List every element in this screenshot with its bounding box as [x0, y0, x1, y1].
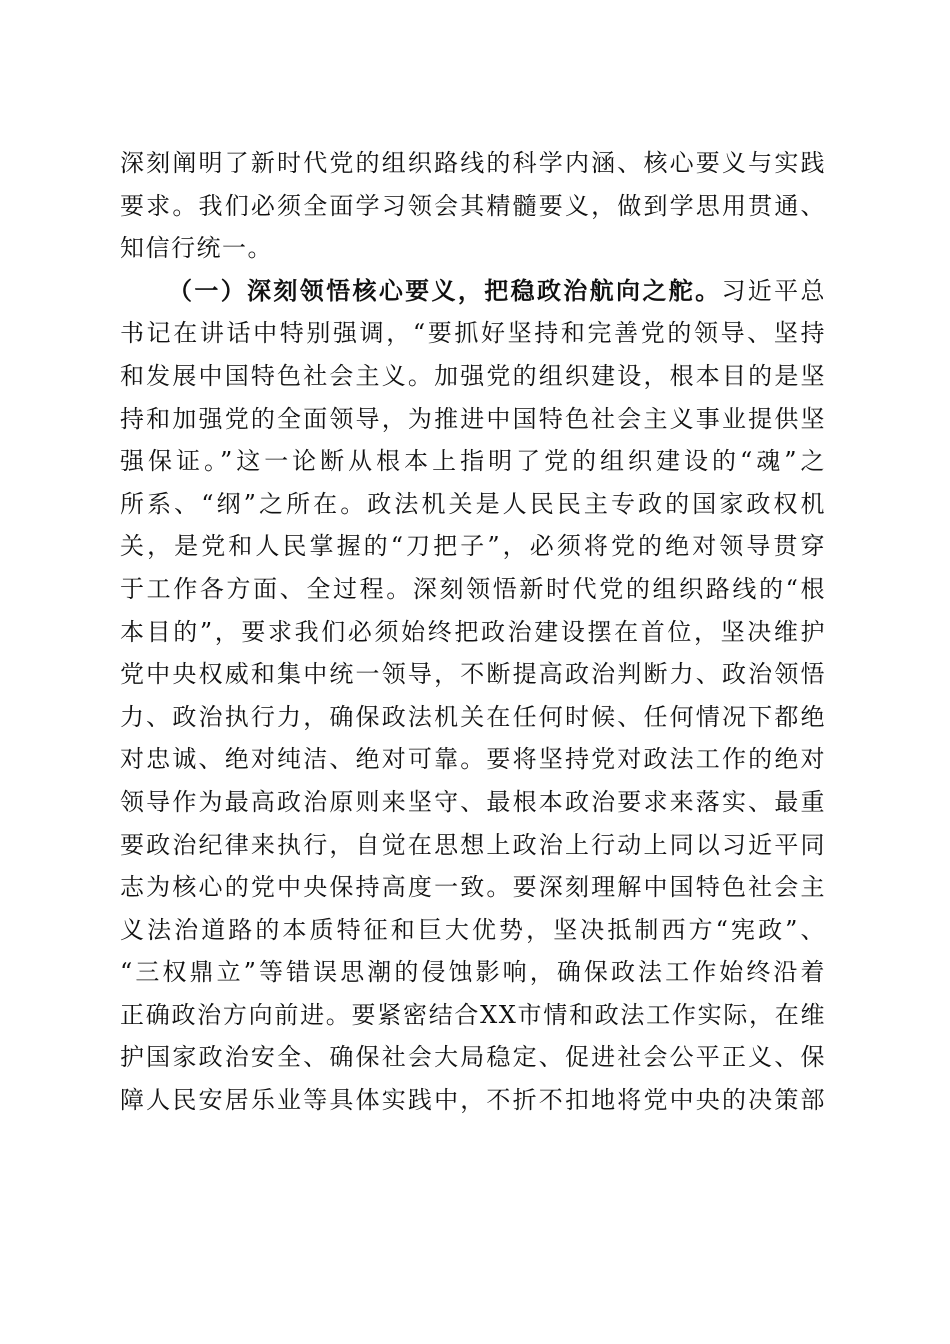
text-line: 书记在讲话中特别强调，“要抓好坚持和完善党的领导、坚持: [120, 319, 826, 348]
text-line: 要政治纪律来执行，自觉在思想上政治上行动上同以习近平同: [120, 830, 826, 859]
text-line: “三权鼎立”等错误思潮的侵蚀影响，确保政法工作始终沿着: [120, 958, 826, 987]
text-line: 义法治道路的本质特征和巨大优势，坚决抵制西方“宪政”、: [120, 915, 826, 944]
text-line: 党中央权威和集中统一领导，不断提高政治判断力、政治领悟: [120, 660, 826, 689]
text-line: 和发展中国特色社会主义。加强党的组织建设，根本目的是坚: [120, 361, 826, 390]
text-line: 护国家政治安全、确保社会大局稳定、促进社会公平正义、保: [120, 1043, 826, 1072]
text-line: 对忠诚、绝对纯洁、绝对可靠。要将坚持党对政法工作的绝对: [120, 745, 826, 774]
text-line: 持和加强党的全面领导，为推进中国特色社会主义事业提供坚: [120, 404, 826, 433]
text-line: 本目的”，要求我们必须始终把政治建设摆在首位，坚决维护: [120, 617, 826, 646]
text-line: 于工作各方面、全过程。深刻领悟新时代党的组织路线的“根: [120, 574, 826, 603]
text-line: 力、政治执行力，确保政法机关在任何时候、任何情况下都绝: [120, 702, 826, 731]
text-line: 所系、“纲”之所在。政法机关是人民民主专政的国家政权机: [120, 489, 826, 518]
text-line: 知信行统一。: [120, 234, 273, 263]
text-line: 正确政治方向前进。要紧密结合XX市情和政法工作实际，在维: [120, 1000, 826, 1029]
text-line: 领导作为最高政治原则来坚守、最根本政治要求来落实、最重: [120, 787, 826, 816]
text-line-first: [120, 270, 826, 313]
document-body: [120, 142, 826, 1122]
text-line: 要求。我们必须全面学习领会其精髓要义，做到学思用贯通、: [120, 191, 826, 220]
text-line: 深刻阐明了新时代党的组织路线的科学内涵、核心要义与实践: [120, 149, 826, 177]
text-line: 志为核心的党中央保持高度一致。要深刻理解中国特色社会主: [120, 873, 826, 902]
heading-line-rest: 习近平总: [721, 276, 826, 305]
text-line: 关，是党和人民掌握的“刀把子”，必须将党的绝对领导贯穿: [120, 532, 826, 561]
text-line: 障人民安居乐业等具体实践中，不折不扣地将党中央的决策部: [120, 1086, 826, 1115]
paragraph-intro: [120, 142, 826, 270]
paragraph-section-one: [120, 270, 826, 1122]
text-line: 强保证。”这一论断从根本上指明了党的组织建设的“魂”之: [120, 447, 826, 476]
section-heading: （一）深刻领悟核心要义，把稳政治航向之舵。: [168, 275, 722, 305]
